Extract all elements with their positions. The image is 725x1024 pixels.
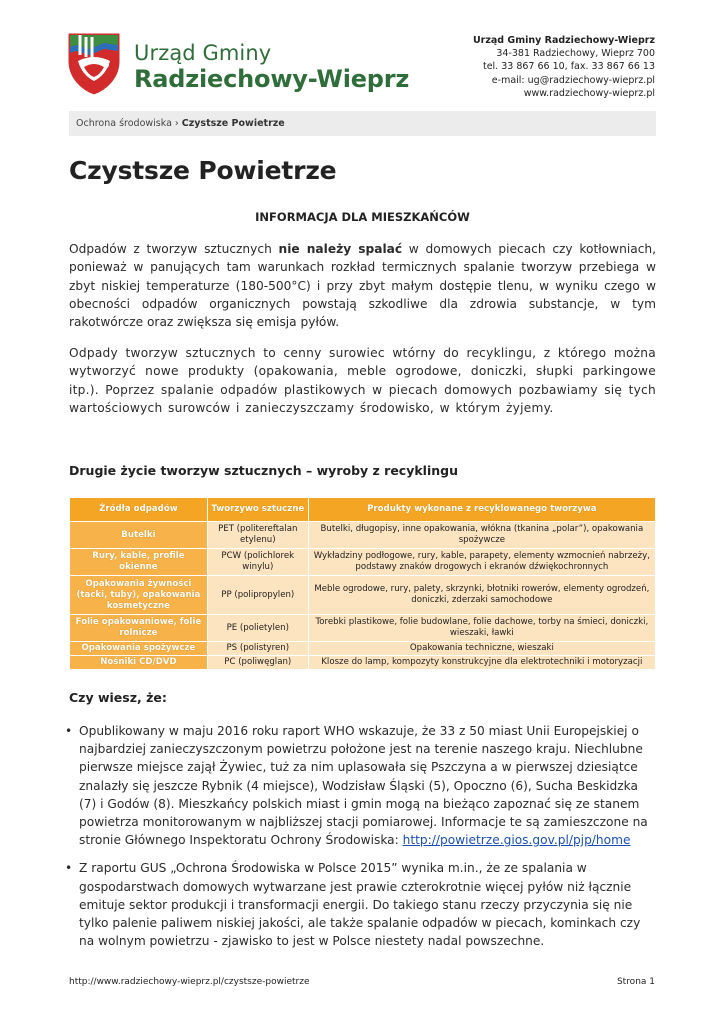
contact-block xyxy=(473,34,655,100)
table-row xyxy=(70,576,656,615)
table-cell-products: Butelki, długopisy, inne opakowania, włókna (tkanina „polar”), opakowania spożywcze xyxy=(308,522,655,549)
footer-url[interactable]: http://www.radziechowy-wieprz.pl/czystsze-powietrze xyxy=(69,977,310,987)
table-cell-material: PET (politereftalan etylenu) xyxy=(207,522,308,549)
brand-name-line1: Urząd Gminy xyxy=(134,41,272,65)
page-header xyxy=(0,0,725,105)
subtitle: INFORMACJA DLA MIESZKAŃCÓW xyxy=(255,210,470,224)
table-cell-products: Opakowania techniczne, wieszaki xyxy=(308,642,655,656)
contact-website[interactable]: www.radziechowy-wieprz.pl xyxy=(523,87,655,99)
table-cell-source: Rury, kable, profile okienne xyxy=(70,549,208,576)
fact-text: Opublikowany w maju 2016 roku raport WHO wskazuje, że 33 z 50 miast Unii Europejskiej o najbardziej zanieczyszczonym powietrzu położone jest na terenie naszego kraju. Niechlubne pierwsze miejsce zajął Żywiec, tuż za nim uplasowała się Pszczyna a w pierwszej dziesiątce znalazły się jeszcze Rybnik (4 miejsce), Wodzisław Śląski (5), Opoczno (6), Sucha Beskidzka (7) i Godów (8). Mieszkańcy polskich miast i gmin mogą na bieżąco zapoznać się ze stanem powietrza monitorowanym w najbliższej stacji pomiarowej. Informacje te są zamieszczone na stronie Głównego Inspektoratu Ochrony Środowiska: xyxy=(79,724,648,848)
breadcrumb-parent-link[interactable]: Ochrona środowiska xyxy=(76,118,172,129)
table-row xyxy=(70,656,656,670)
contact-phone: tel. 33 867 66 10, fax. 33 867 66 13 xyxy=(482,61,655,73)
page-title: Czystsze Powietrze xyxy=(69,156,337,185)
table-cell-products: Klosze do lamp, kompozyty konstrukcyjne dla elektrotechniki i motoryzacji xyxy=(308,656,655,670)
list-item xyxy=(63,722,659,849)
breadcrumb-separator: › xyxy=(174,118,179,129)
table-cell-products: Wykładziny podłogowe, rury, kable, parapety, elementy wzmocnień nabrzeży, podstawy znaków drogowych i ekranów dźwiękochronnych xyxy=(308,549,655,576)
gios-link[interactable]: http://powietrze.gios.gov.pl/pjp/home xyxy=(402,833,631,848)
section-facts-heading: Czy wiesz, że: xyxy=(69,690,167,705)
list-item xyxy=(63,859,659,950)
table-cell-source: Nośniki CD/DVD xyxy=(70,656,208,670)
fact-text: Z raportu GUS „Ochrona Środowiska w Polsce 2015” wynika m.in., że ze spalania w gospodarstwach domowych wytwarzane jest prawie czterokrotnie więcej pyłów niż łącznie emituje sektor produkcji i transformacji energii. Do takiego stanu rzeczy przyczynia się nie tylko palenie paliwem niskiej jakości, ale także spalanie odpadów w piecach, kominkach czy na wolnym powietrzu - zjawisko to jest w Polsce niestety nadal powszechne. xyxy=(79,861,641,949)
table-row xyxy=(70,522,656,549)
table-cell-material: PE (polietylen) xyxy=(207,615,308,642)
table-cell-source: Opakowania żywności (tacki, tuby), opakowania kosmetyczne xyxy=(70,576,208,615)
table-header-cell: Źródła odpadów xyxy=(70,498,208,522)
section-recycling-heading: Drugie życie tworzyw sztucznych – wyroby z recyklingu xyxy=(69,463,458,478)
table-cell-material: PP (polipropylen) xyxy=(207,576,308,615)
paragraph-1-end: w domowych piecach czy kotłowniach, ponieważ w panujących tam warunkach rozkład termicznych spalanie tworzyw przebiega w zbyt niskiej temperaturze (180-500°C) i przy zbyt małym dostępie tlenu, w wyniku czego w obecności odpadów organicznych powstają szkodliwe dla zdrowia substancje, w tym rakotwórcze oraz zwiększa się emisja pyłów. xyxy=(69,242,656,330)
table-header-row xyxy=(70,498,656,522)
brand-name-line2: Radziechowy-Wieprz xyxy=(134,65,410,93)
table-cell-products: Meble ogrodowe, rury, palety, skrzynki, błotniki rowerów, elementy ogrodzeń, doniczki, zderzaki samochodowe xyxy=(308,576,655,615)
contact-name: Urząd Gminy Radziechowy-Wieprz xyxy=(472,35,655,46)
table-cell-material: PCW (polichlorek winylu) xyxy=(207,549,308,576)
bullet-icon: • xyxy=(65,861,73,876)
table-row xyxy=(70,642,656,656)
table-cell-source: Opakowania spożywcze xyxy=(70,642,208,656)
table-row xyxy=(70,549,656,576)
table-cell-source: Butelki xyxy=(70,522,208,549)
bullet-icon: • xyxy=(65,724,73,738)
crest-logo-icon[interactable] xyxy=(66,31,122,97)
facts-list xyxy=(63,722,659,950)
paragraph-1 xyxy=(69,240,656,331)
breadcrumb-current: Czystsze Powietrze xyxy=(181,118,285,129)
table-row xyxy=(70,615,656,642)
footer-page-number: Strona 1 xyxy=(616,977,655,987)
table-header-cell: Tworzywo sztuczne xyxy=(207,498,308,522)
contact-email[interactable]: e-mail: ug@radziechowy-wieprz.pl xyxy=(491,74,655,86)
paragraph-2: Odpady tworzyw sztucznych to cenny surowiec wtórny do recyklingu, z którego można wytworzyć nowe produkty (opakowania, meble ogrodowe, doniczki, słupki parkingowe itp.). Poprzez spalanie odpadów plastikowych w piecach domowych pozbawiamy się tych wartościowych surowców i zanieczyszczamy środowisko, w którym żyjemy. xyxy=(69,346,656,415)
table-cell-material: PC (poliwęglan) xyxy=(207,656,308,670)
paragraph-1-bold: nie należy spalać xyxy=(278,242,403,256)
table-cell-products: Torebki plastikowe, folie budowlane, folie dachowe, torby na śmieci, doniczki, wieszaki, ławki xyxy=(308,615,655,642)
table-header-cell: Produkty wykonane z recyklowanego tworzywa xyxy=(308,498,655,522)
breadcrumb xyxy=(69,111,656,136)
table-cell-material: PS (polistyren) xyxy=(207,642,308,656)
contact-address: 34-381 Radziechowy, Wieprz 700 xyxy=(496,48,655,60)
paragraph-1-start: Odpadów z tworzyw sztucznych xyxy=(69,242,279,256)
recycling-table xyxy=(69,497,656,670)
table-cell-source: Folie opakowaniowe, folie rolnicze xyxy=(70,615,208,642)
